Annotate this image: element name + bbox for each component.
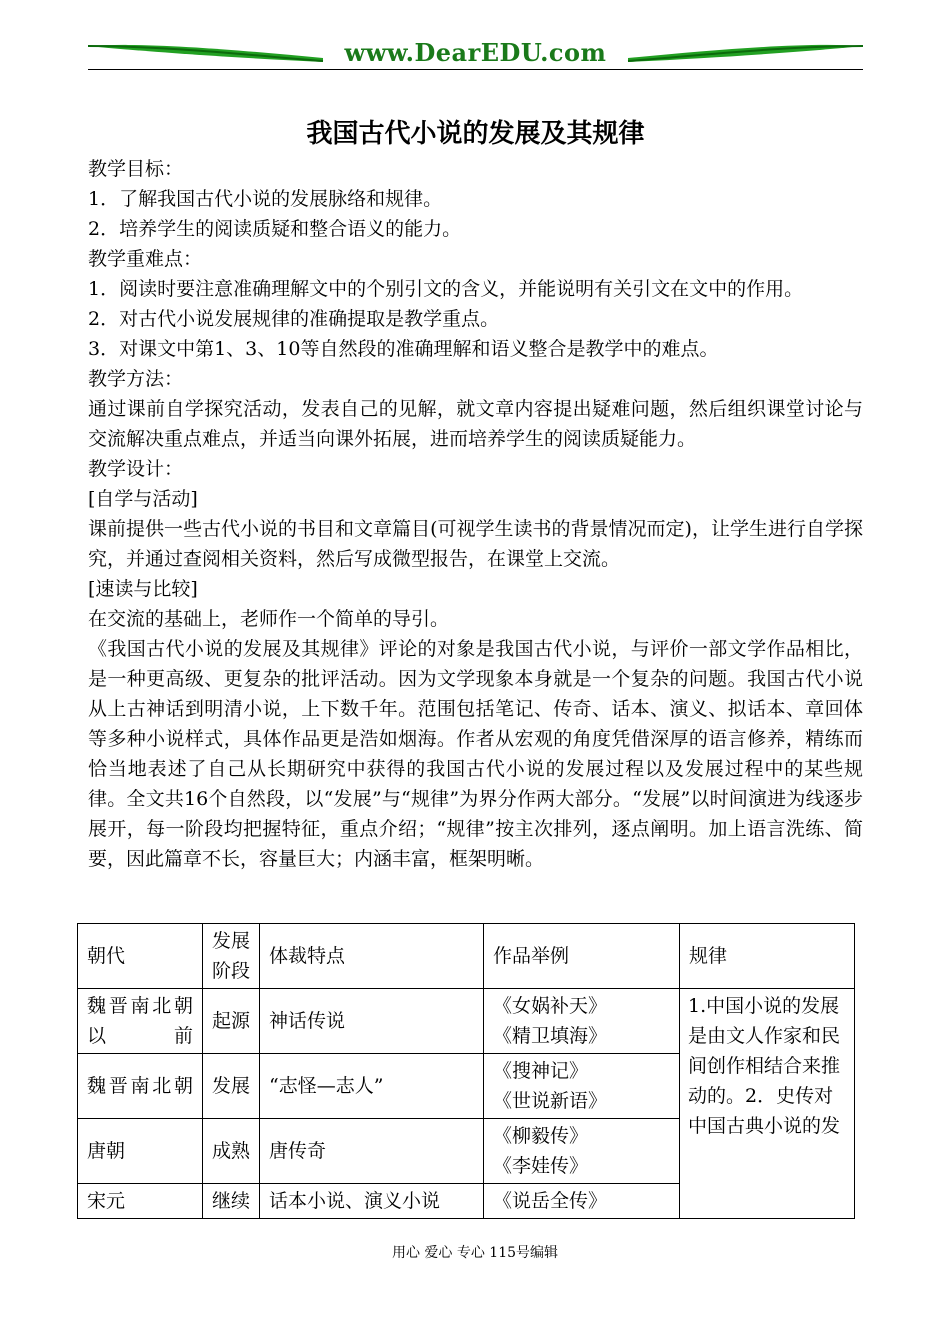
work-title: 《柳毅传》 [493,1125,589,1147]
stage-cell: 起源 [203,989,260,1054]
heading-methods: 教学方法： [88,368,184,390]
section-speed-reading: [速读与比较] [88,578,198,600]
header-divider [88,69,863,70]
heading-key-points: 教学重难点： [88,248,203,270]
dynasty-cell: 宋元 [78,1184,203,1219]
work-title: 《李娃传》 [493,1155,589,1177]
intro-line: 在交流的基础上，老师作一个简单的导引。 [88,608,450,630]
works-cell [484,1184,680,1219]
table-header-cell: 体裁特点 [260,924,484,989]
key-point-1: 1．阅读时要注意准确理解文中的个别引文的含义，并能说明有关引文在文中的作用。 [88,278,804,300]
stage-cell: 成熟 [203,1119,260,1184]
stage-cell: 发展 [203,1054,260,1119]
work-title: 《女娲补天》 [493,995,608,1017]
works-cell [484,989,680,1054]
stage-cell: 继续 [203,1184,260,1219]
table-header-cell: 朝代 [78,924,203,989]
page-footer: 用心 爱心 专心 115号编辑 [391,1245,559,1261]
table-header-cell: 作品举例 [484,924,680,989]
works-cell [484,1119,680,1184]
genre-cell: “志怪—志人” [260,1054,484,1119]
genre-cell: 唐传奇 [260,1119,484,1184]
development-table [77,923,855,1219]
table-header-cell: 发展阶段 [203,924,260,989]
dynasty-cell: 唐朝 [78,1119,203,1184]
key-point-3: 3．对课文中第1、3、10等自然段的准确理解和语义整合是教学中的难点。 [88,338,719,360]
work-title: 《精卫填海》 [493,1025,608,1047]
work-title: 《说岳全传》 [493,1190,608,1212]
key-point-2: 2．对古代小说发展规律的准确提取是教学重点。 [88,308,500,330]
table-header-cell: 规律 [680,924,855,989]
dynasty-cell: 魏晋南北朝以前 [78,989,203,1054]
genre-cell: 话本小说、演义小说 [260,1184,484,1219]
document-body [88,154,863,874]
works-cell [484,1054,680,1119]
methods-paragraph: 通过课前自学探究活动，发表自己的见解，就文章内容提出疑难问题，然后组织课堂讨论与交流解决重点难点，并适当向课外拓展，进而培养学生的阅读质疑能力。 [88,398,863,450]
table-row [78,989,855,1054]
table-header-row [78,924,855,989]
dynasty-cell: 魏晋南北朝 [78,1054,203,1119]
self-study-paragraph: 课前提供一些古代小说的书目和文章篇目(可视学生读书的背景情况而定)，让学生进行自学探究，并通过查阅相关资料，然后写成微型报告，在课堂上交流。 [88,518,863,570]
site-name: www.DearEDU.com [344,38,607,67]
page-title: 我国古代小说的发展及其规律 [306,119,645,149]
site-header [88,36,863,70]
rule-text: 1.中国小说的发展是由文人作家和民间创作相结合来推动的。2．史传对中国古典小说的发 [688,995,841,1137]
rule-cell [680,989,855,1219]
heading-design: 教学设计： [88,458,184,480]
genre-cell: 神话传说 [260,989,484,1054]
objective-2: 2．培养学生的阅读质疑和整合语义的能力。 [88,218,462,240]
analysis-paragraph: 《我国古代小说的发展及其规律》评论的对象是我国古代小说，与评价一部文学作品相比，是一种更高级、更复杂的批评活动。因为文学现象本身就是一个复杂的问题。我国古代小说从上古神话到明清小说，上下数千年。范围包括笔记、传奇、话本、演义、拟话本、章回体等多种小说样式，具体作品更是浩如烟海。作者从宏观的角度凭借深厚的语言修养，精练而恰当地表述了自己从长期研究中获得的我国古代小说的发展过程以及发展过程中的某些规律。全文共16个自然段，以“发展”与“规律”为界分作两大部分。“发展”以时间演进为线逐步展开，每一阶段均把握特征，重点介绍；“规律”按主次排列，逐点阐明。加上语言洗练、简要，因此篇章不长，容量巨大；内涵丰富，框架明晰。 [88,638,863,870]
work-title: 《世说新语》 [493,1090,608,1112]
work-title: 《搜神记》 [493,1060,589,1082]
heading-objectives: 教学目标： [88,158,184,180]
objective-1: 1．了解我国古代小说的发展脉络和规律。 [88,188,443,210]
section-self-study: [自学与活动] [88,488,198,510]
